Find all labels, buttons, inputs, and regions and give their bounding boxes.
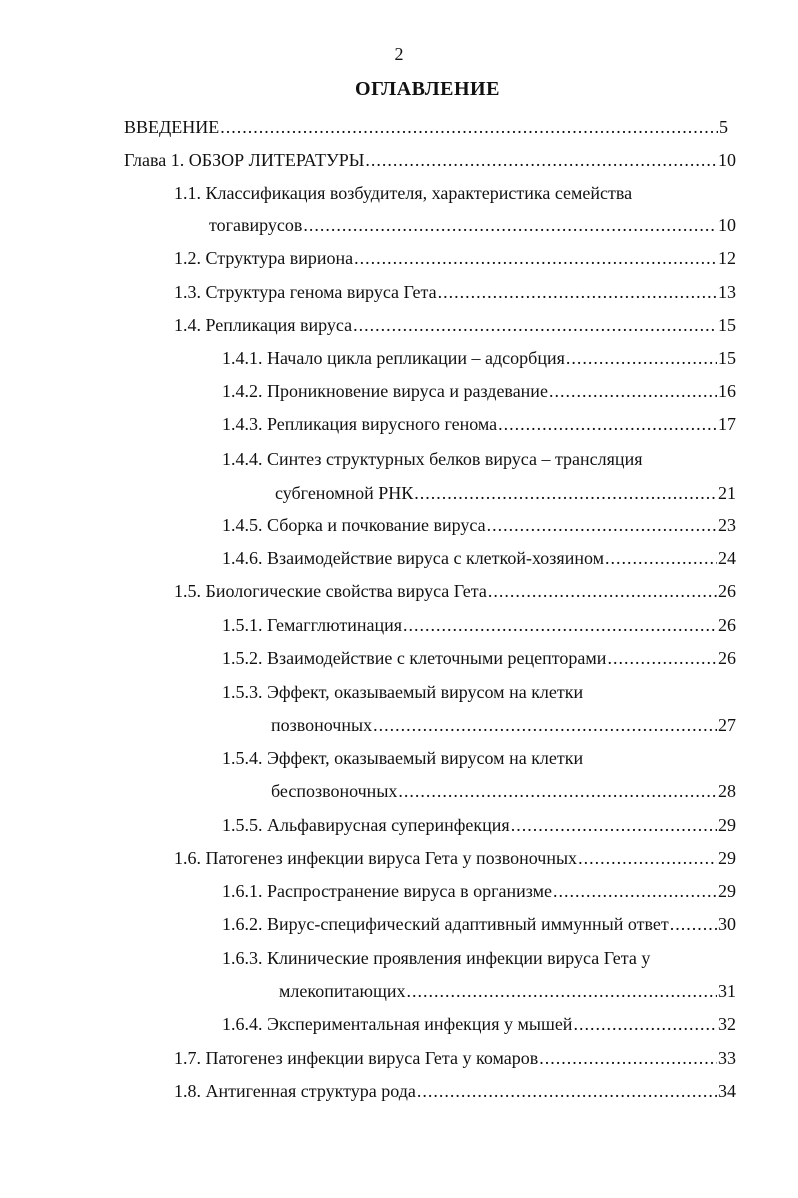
toc-entry-title: беспозвоночных xyxy=(271,781,398,801)
toc-entry-title: 1.5. Биологические свойства вируса Гета xyxy=(174,581,487,601)
toc-entry-1-5 xyxy=(174,578,736,604)
toc-entry-1-4-1 xyxy=(222,345,736,371)
toc-entry-title: Глава 1. ОБЗОР ЛИТЕРАТУРЫ xyxy=(124,150,365,170)
toc-entry-1-6-2 xyxy=(222,911,736,937)
toc-entry-page: 15 xyxy=(718,315,736,335)
toc-entry-1-5-4-line1: 1.5.4. Эффект, оказываемый вирусом на клетки xyxy=(222,748,584,768)
toc-entry-title: тогавирусов xyxy=(209,215,303,235)
toc-leader xyxy=(354,245,717,271)
toc-entry-1-4-5 xyxy=(222,512,736,538)
toc-entry-page: 27 xyxy=(718,715,736,735)
toc-leader xyxy=(549,378,717,404)
toc-entry-page: 15 xyxy=(718,348,736,368)
toc-entry-page: 32 xyxy=(718,1014,736,1034)
toc-entry-title: ВВЕДЕНИЕ xyxy=(124,117,220,137)
toc-leader xyxy=(578,845,717,871)
toc-leader xyxy=(417,1078,717,1104)
toc-leader xyxy=(414,480,717,506)
toc-entry-1-6 xyxy=(174,845,736,871)
toc-leader xyxy=(365,147,717,173)
toc-entry-page: 17 xyxy=(718,414,736,434)
toc-entry-1-8 xyxy=(174,1078,736,1104)
toc-entry-title: 1.5.2. Взаимодействие с клеточными рецепторами xyxy=(222,648,607,668)
toc-entry-1-3 xyxy=(174,279,736,305)
toc-leader xyxy=(303,212,717,238)
toc-entry-1-5-3-line1: 1.5.3. Эффект, оказываемый вирусом на клетки xyxy=(222,682,584,702)
toc-leader xyxy=(511,812,717,838)
toc-entry-title: 1.6.4. Экспериментальная инфекция у мышей xyxy=(222,1014,573,1034)
toc-entry-page: 29 xyxy=(718,848,736,868)
toc-entry-title: 1.5.1. Гемагглютинация xyxy=(222,615,402,635)
toc-entry-page: 26 xyxy=(718,581,736,601)
toc-entry-page: 5 xyxy=(719,117,728,137)
toc-entry-1-4-3 xyxy=(222,411,736,437)
toc-entry-1-5-3 xyxy=(271,712,736,738)
toc-leader xyxy=(670,911,717,937)
toc-entry-page: 28 xyxy=(718,781,736,801)
toc-entry-1-6-1 xyxy=(222,878,736,904)
toc-entry-chapter-1 xyxy=(124,147,736,173)
toc-entry-title: млекопитающих xyxy=(279,981,406,1001)
toc-entry-1-4-6 xyxy=(222,545,736,571)
toc-entry-1-5-5 xyxy=(222,812,736,838)
toc-entry-page: 29 xyxy=(718,881,736,901)
toc-leader xyxy=(220,114,718,140)
toc-entry-title: 1.4.2. Проникновение вируса и раздевание xyxy=(222,381,548,401)
toc-entry-title: 1.6.1. Распространение вируса в организме xyxy=(222,881,552,901)
toc-entry-page: 26 xyxy=(718,648,736,668)
toc-entry-1-6-4 xyxy=(222,1011,736,1037)
toc-entry-page: 12 xyxy=(718,248,736,268)
toc-entry-title: 1.2. Структура вириона xyxy=(174,248,354,268)
toc-entry-1-5-4 xyxy=(271,778,736,804)
toc-leader xyxy=(573,1011,717,1037)
toc-leader xyxy=(398,778,717,804)
toc-entry-page: 10 xyxy=(718,215,736,235)
toc-leader xyxy=(498,411,717,437)
toc-leader xyxy=(539,1045,717,1071)
toc-entry-page: 30 xyxy=(718,914,736,934)
toc-entry-title: 1.4.1. Начало цикла репликации – адсорбция xyxy=(222,348,565,368)
toc-entry-title: 1.4.3. Репликация вирусного генома xyxy=(222,414,498,434)
toc-entry-page: 13 xyxy=(718,282,736,302)
toc-entry-page: 16 xyxy=(718,381,736,401)
toc-entry-1-4 xyxy=(174,312,736,338)
toc-leader xyxy=(406,978,717,1004)
toc-entry-title: субгеномной РНК xyxy=(275,483,414,503)
toc-entry-1-6-3-line1: 1.6.3. Клинические проявления инфекции вируса Гета у xyxy=(222,948,651,968)
toc-entry-title: 1.6.2. Вирус-специфический адаптивный иммунный ответ xyxy=(222,914,669,934)
toc-leader xyxy=(553,878,717,904)
toc-entry-title: 1.3. Структура генома вируса Гета xyxy=(174,282,437,302)
toc-entry-1-4-2 xyxy=(222,378,736,404)
toc-entry-page: 24 xyxy=(718,548,736,568)
toc-entry-1-7 xyxy=(174,1045,736,1071)
toc-leader xyxy=(605,545,717,571)
toc-entry-1-1 xyxy=(209,212,736,238)
toc-leader xyxy=(353,312,717,338)
toc-entry-title: 1.4.6. Взаимодействие вируса с клеткой-хозяином xyxy=(222,548,605,568)
toc-entry-title: позвоночных xyxy=(271,715,373,735)
toc-leader xyxy=(566,345,717,371)
toc-entry-page: 26 xyxy=(718,615,736,635)
toc-entry-title: 1.4. Репликация вируса xyxy=(174,315,353,335)
toc-leader xyxy=(438,279,717,305)
toc-entry-1-6-3 xyxy=(279,978,736,1004)
page-number: 2 xyxy=(394,44,404,64)
toc-entry-title: 1.7. Патогенез инфекции вируса Гета у комаров xyxy=(174,1048,539,1068)
toc-leader xyxy=(403,612,717,638)
toc-entry-1-1-line1: 1.1. Классификация возбудителя, характеристика семейства xyxy=(174,183,633,203)
toc-entry-1-4-4-line1: 1.4.4. Синтез структурных белков вируса – трансляция xyxy=(222,449,643,469)
toc-entry-1-4-4 xyxy=(275,480,736,506)
toc-entry-title: 1.6. Патогенез инфекции вируса Гета у позвоночных xyxy=(174,848,578,868)
toc-entry-title: 1.5.5. Альфавирусная суперинфекция xyxy=(222,815,510,835)
toc-entry-title: 1.8. Антигенная структура рода xyxy=(174,1081,416,1101)
toc-entry-page: 31 xyxy=(718,981,736,1001)
toc-entry-title: 1.4.5. Сборка и почкование вируса xyxy=(222,515,486,535)
toc-entry-page: 10 xyxy=(718,150,736,170)
toc-entry-1-2 xyxy=(174,245,736,271)
toc-leader xyxy=(373,712,717,738)
toc-entry-page: 29 xyxy=(718,815,736,835)
toc-entry-page: 34 xyxy=(718,1081,736,1101)
toc-entry-intro xyxy=(124,114,728,140)
toc-entry-page: 33 xyxy=(718,1048,736,1068)
toc-leader xyxy=(488,578,717,604)
toc-leader xyxy=(487,512,717,538)
toc-entry-page: 23 xyxy=(718,515,736,535)
toc-leader xyxy=(607,645,717,671)
toc-entry-1-5-1 xyxy=(222,612,736,638)
toc-entry-1-5-2 xyxy=(222,645,736,671)
toc-entry-page: 21 xyxy=(718,483,736,503)
page-title: ОГЛАВЛЕНИЕ xyxy=(355,78,500,100)
